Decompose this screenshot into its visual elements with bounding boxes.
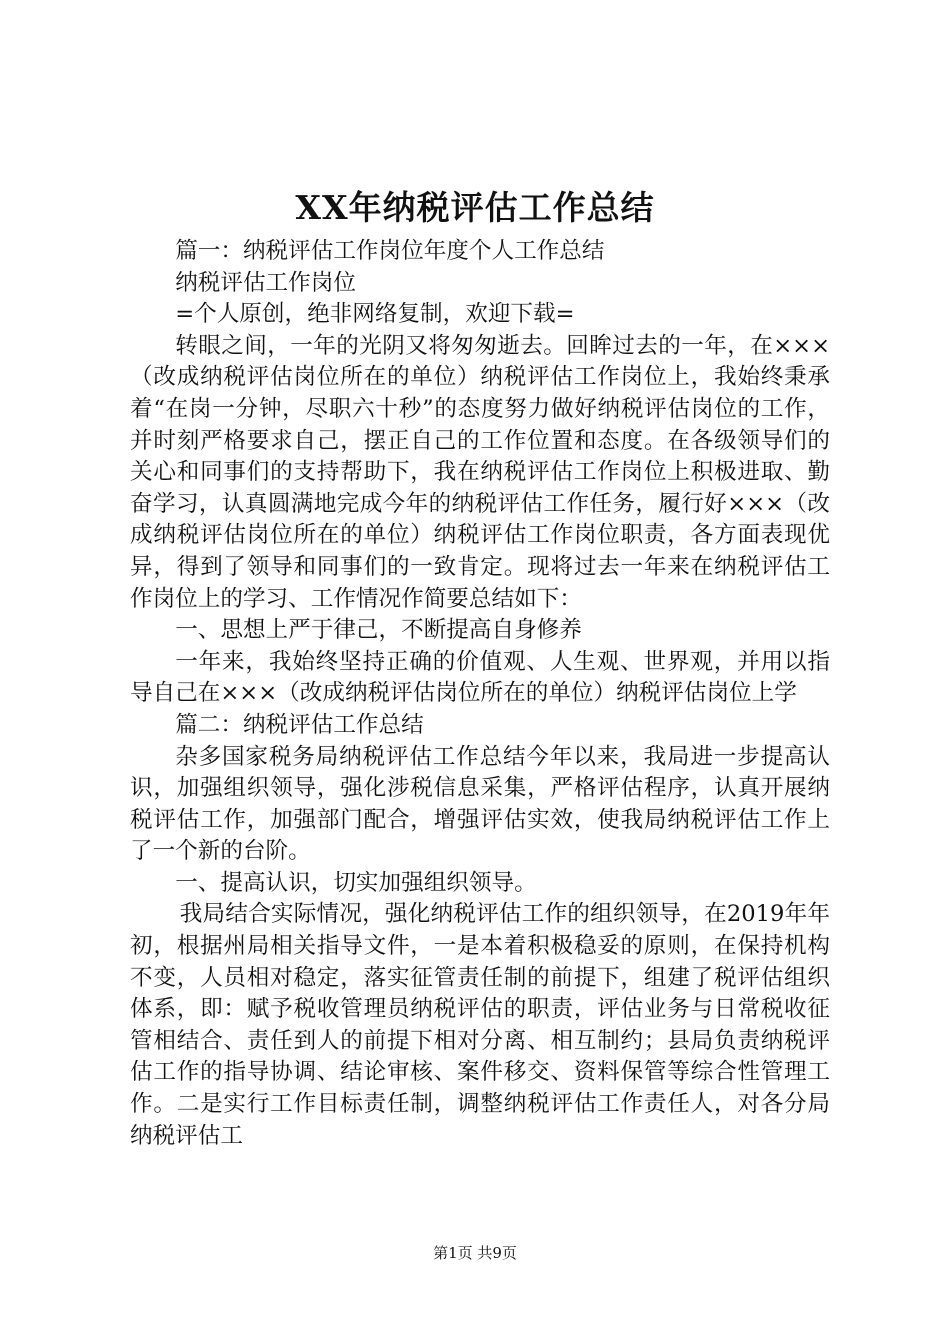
document-title: XX年纳税评估工作总结: [295, 188, 655, 227]
paragraph-position-name: 纳税评估工作岗位: [175, 269, 356, 296]
paragraph-ideology: 一年来，我始终坚持正确的价值观、人生观、世界观，并用以指导自己在×××（改成纳税评估岗位所在的单位）纳税评估岗位上学: [130, 648, 830, 707]
paragraph-section-1-heading: 篇一：纳税评估工作岗位年度个人工作总结: [175, 238, 605, 264]
paragraph-intro: 转眼之间，一年的光阴又将匆匆逝去。回眸过去的一年，在×××（改成纳税评估岗位所在的单位）纳税评估工作岗位上，我始终秉承着“在岗一分钟，尽职六十秒”的态度努力做好纳税评估岗位的工作，并时刻严格要求自己，摆正自己的工作位置和态度。在各级领导们的关心和同事们的支持帮助下，我在纳税评估工作岗位上积极进取、勤奋学习，认真圆满地完成今年的纳税评估工作任务，履行好×××（改成纳税评估岗位所在的单位）纳税评估工作岗位职责，各方面表现优异，得到了领导和同事们的一致肯定。现将过去一年来在纳税评估工作岗位上的学习、工作情况作简要总结如下：: [130, 332, 830, 612]
paragraph-section-2-heading: 篇二：纳税评估工作总结: [175, 711, 424, 738]
paragraph-subheading-1: 一、思想上严于律己，不断提高自身修养: [175, 617, 582, 644]
paragraph-organization: 我局结合实际情况，强化纳税评估工作的组织领导，在2019年年初，根据州局相关指导文件，一是本着积极稳妥的原则，在保持机构不变，人员相对稳定，落实征管责任制的前提下，组建了税评估组织体系，即：赋予税收管理员纳税评估的职责，评估业务与日常税收征管相结合、责任到人的前提下相对分离、相互制约；县局负责纳税评估工作的指导协调、结论审核、案件移交、资料保管等综合性管理工作。二是实行工作目标责任制，调整纳税评估工作责任人，对各分局纳税评估工: [130, 901, 830, 1149]
document-body: [130, 236, 830, 1152]
paragraph-original-note: =个人原创，绝非网络复制，欢迎下载=: [175, 301, 575, 328]
page-number-footer: 第1页 共9页: [433, 1244, 517, 1262]
paragraph-subheading-2: 一、提高认识，切实加强组织领导。: [175, 869, 537, 896]
paragraph-section-2-intro: 杂多国家税务局纳税评估工作总结今年以来，我局进一步提高认识，加强组织领导，强化涉税信息采集，严格评估程序，认真开展纳税评估工作，加强部门配合，增强评估实效，使我局纳税评估工作上了一个新的台阶。: [130, 743, 830, 865]
